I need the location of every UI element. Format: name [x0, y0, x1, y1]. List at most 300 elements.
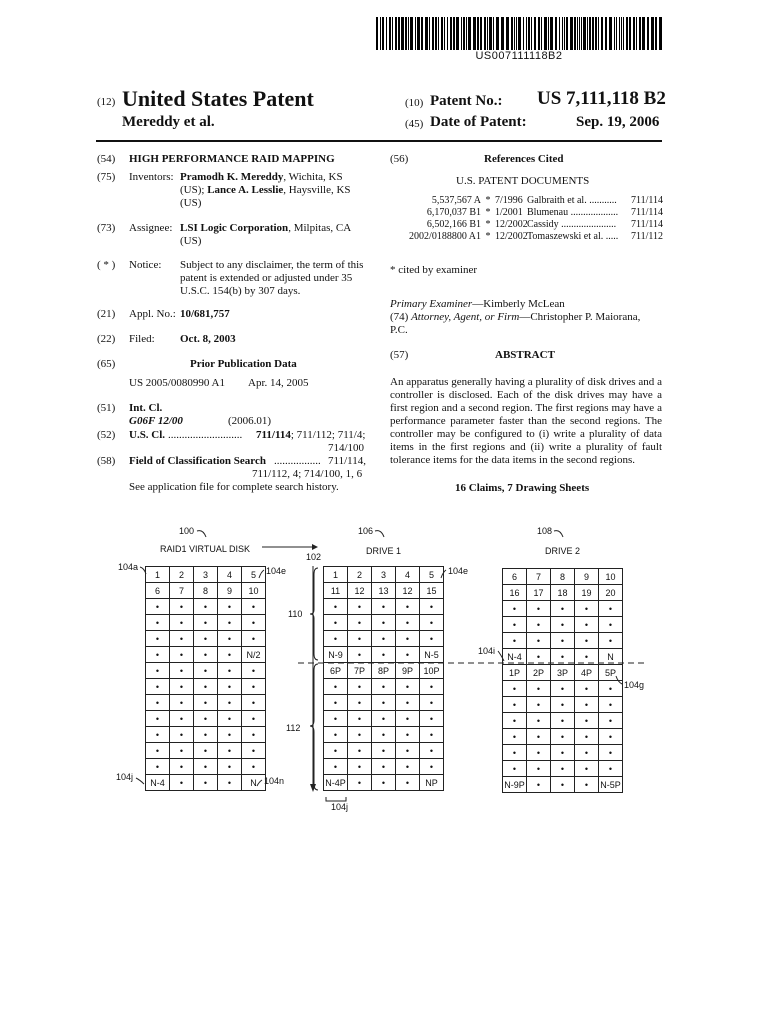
drive2-cell: • — [503, 697, 527, 713]
drive1-cell: • — [396, 615, 420, 631]
virtual-disk-cell: • — [218, 759, 242, 775]
virtual-disk-cell: • — [218, 727, 242, 743]
code-74: (74) — [390, 311, 409, 323]
prior-publication-title: Prior Publication Data — [190, 358, 297, 370]
virtual-disk-cell: • — [170, 647, 194, 663]
drive2-cell: • — [599, 697, 623, 713]
ref-106-hook — [375, 531, 384, 537]
ref-star: * — [485, 195, 491, 206]
drive1-cell: • — [372, 615, 396, 631]
drive1-cell: • — [372, 647, 396, 663]
ref-number: 6,502,166 B1 — [426, 219, 481, 230]
drive1-cell: • — [420, 599, 444, 615]
virtual-disk-cell: • — [194, 647, 218, 663]
drive2-cell: 17 — [527, 585, 551, 601]
abstract-title: ABSTRACT — [495, 349, 555, 361]
us-cl-values-2: 714/100 — [328, 442, 365, 454]
notice-line-3: U.S.C. 154(b) by 307 days. — [180, 285, 301, 297]
virtual-disk-cell: 8 — [194, 583, 218, 599]
ref-class: 711/114 — [631, 219, 664, 230]
ref-class: 711/112 — [631, 231, 664, 242]
drive1-label: DRIVE 1 — [366, 546, 402, 556]
ref-104i: 104i — [478, 646, 496, 656]
drive2-cell: 20 — [599, 585, 623, 601]
drive2-cell: • — [575, 761, 599, 777]
drive2-cell: • — [575, 649, 599, 665]
drive1-cell: • — [348, 695, 372, 711]
drive2-cell: • — [575, 697, 599, 713]
virtual-disk-cell: • — [170, 599, 194, 615]
assignee-country: (US) — [180, 235, 202, 247]
drive2-cell: • — [551, 713, 575, 729]
notice-label: Notice: — [129, 259, 162, 271]
virtual-disk-cell: • — [194, 743, 218, 759]
drive2-cell: 19 — [575, 585, 599, 601]
drive2-cell: N-5P — [599, 777, 623, 793]
drive2-cell: • — [575, 617, 599, 633]
code-57: (57) — [390, 349, 409, 361]
drive1-cell: • — [396, 679, 420, 695]
drive1-cell: • — [396, 711, 420, 727]
ref-104n: 104n — [264, 776, 285, 786]
drive1-cell: • — [396, 743, 420, 759]
virtual-disk-cell: • — [170, 695, 194, 711]
drive1-cell: 15 — [420, 583, 444, 599]
drive2-cell: 8 — [551, 569, 575, 585]
prior-publication-date: Apr. 14, 2005 — [248, 377, 309, 389]
drive1-cell: N-4P — [324, 775, 348, 791]
virtual-disk-cell: • — [146, 727, 170, 743]
drive1-cell: N-9 — [324, 647, 348, 663]
drive1-cell: • — [420, 759, 444, 775]
drive1-cell: • — [372, 759, 396, 775]
cited-by-examiner: * cited by examiner — [390, 264, 478, 276]
drive2-cell: • — [551, 681, 575, 697]
virtual-disk-cell: • — [146, 599, 170, 615]
drive2-cell: • — [599, 713, 623, 729]
field-search-label: Field of Classification Search — [129, 455, 266, 467]
ref-104j-left-hook — [136, 778, 144, 784]
drive2-cell: • — [503, 633, 527, 649]
virtual-disk-cell: 4 — [218, 567, 242, 583]
drive1-cell: • — [372, 599, 396, 615]
virtual-disk-cell: • — [194, 679, 218, 695]
brace-110 — [310, 568, 318, 660]
ref-112: 112 — [286, 723, 301, 733]
drive2-cell: • — [527, 777, 551, 793]
drive2-cell: 16 — [503, 585, 527, 601]
code-45: (45) — [405, 118, 424, 130]
drive2-cell: • — [527, 649, 551, 665]
drive2-cell: • — [551, 761, 575, 777]
ref-number: 6,170,037 B1 — [426, 207, 481, 218]
virtual-disk-cell: • — [218, 599, 242, 615]
drive2-cell: 5P — [599, 665, 623, 681]
code-56: (56) — [390, 153, 409, 165]
int-cl-code: G06F 12/00 — [129, 415, 183, 427]
drive2-cell: • — [575, 713, 599, 729]
drive2-cell: • — [527, 745, 551, 761]
ref-star: * — [485, 207, 491, 218]
drive2-cell: • — [503, 601, 527, 617]
field-search-1: 711/114, — [328, 455, 366, 467]
virtual-disk-cell: 6 — [146, 583, 170, 599]
drive2-cell: 2P — [527, 665, 551, 681]
drive2-cell: • — [503, 617, 527, 633]
drive1-cell: • — [420, 743, 444, 759]
drive1-cell: 8P — [372, 663, 396, 679]
drive1-cell: N-5 — [420, 647, 444, 663]
drive2-cell: • — [503, 681, 527, 697]
drive1-cell: 12 — [396, 583, 420, 599]
drive1-cell: • — [348, 711, 372, 727]
drive1-cell: 2 — [348, 567, 372, 583]
drive2-cell: • — [575, 681, 599, 697]
field-search-history: See application file for complete search history. — [129, 481, 339, 493]
virtual-disk-cell: • — [218, 647, 242, 663]
inventor-1-location: , Wichita, KS — [283, 171, 343, 183]
code-21: (21) — [97, 308, 116, 320]
drive2-cell: 18 — [551, 585, 575, 601]
document-title: United States Patent — [122, 86, 314, 111]
virtual-disk-cell: • — [146, 679, 170, 695]
claims-drawings: 16 Claims, 7 Drawing Sheets — [455, 482, 590, 494]
drive2-cell: • — [527, 713, 551, 729]
virtual-disk-cell: • — [242, 631, 266, 647]
virtual-disk-cell: • — [242, 743, 266, 759]
virtual-disk-cell: • — [170, 663, 194, 679]
drive2-cell: 7 — [527, 569, 551, 585]
virtual-disk-cell: • — [170, 759, 194, 775]
patent-date: Sep. 19, 2006 — [576, 114, 660, 130]
drive1-cell: 10P — [420, 663, 444, 679]
drive2-cell: • — [551, 729, 575, 745]
virtual-disk-cell: • — [242, 727, 266, 743]
inventor-1-name: Pramodh K. Mereddy — [180, 171, 284, 183]
drive2-cell: • — [575, 729, 599, 745]
virtual-disk-cell: • — [194, 631, 218, 647]
drive2-cell: • — [575, 633, 599, 649]
drive1-cell: 11 — [324, 583, 348, 599]
virtual-disk-cell: • — [218, 615, 242, 631]
drive2-cell: • — [599, 633, 623, 649]
virtual-disk-cell: • — [146, 759, 170, 775]
us-cl-secondary: ; 711/112; 711/4; — [290, 429, 366, 441]
inventor-1-country: (US); — [180, 184, 208, 196]
drive1-cell: • — [372, 695, 396, 711]
references-title: References Cited — [484, 153, 564, 165]
virtual-disk-cell: • — [170, 679, 194, 695]
code-notice: ( * ) — [97, 259, 116, 271]
drive2-cell: • — [503, 745, 527, 761]
virtual-disk-cell: • — [170, 727, 194, 743]
virtual-disk-cell: 3 — [194, 567, 218, 583]
drive1-cell: • — [420, 615, 444, 631]
drive1-cell: • — [348, 679, 372, 695]
appl-no: 10/681,757 — [180, 308, 230, 320]
ref-name: Blumenau ................... — [527, 207, 619, 218]
virtual-disk-cell: • — [242, 711, 266, 727]
drive2-cell: 1P — [503, 665, 527, 681]
drive1-cell: • — [372, 727, 396, 743]
drive2-cell: • — [599, 601, 623, 617]
virtual-disk-cell: 2 — [170, 567, 194, 583]
drive2-cell: • — [527, 617, 551, 633]
drive1-cell: • — [420, 727, 444, 743]
virtual-disk-cell: • — [170, 631, 194, 647]
virtual-disk-cell: • — [242, 759, 266, 775]
drive1-cell: • — [324, 679, 348, 695]
inventor-2-name: Lance A. Lesslie — [207, 184, 284, 196]
ref-date: 1/2001 — [495, 207, 523, 218]
inventor-2-country: (US) — [180, 197, 202, 209]
drive2-cell: • — [551, 777, 575, 793]
virtual-disk-cell: 7 — [170, 583, 194, 599]
invention-title: HIGH PERFORMANCE RAID MAPPING — [129, 153, 335, 165]
virtual-disk-cell: • — [146, 663, 170, 679]
code-10: (10) — [405, 97, 424, 109]
virtual-disk-cell: 10 — [242, 583, 266, 599]
ref-date: 7/1996 — [495, 195, 523, 206]
brace-112 — [310, 664, 318, 790]
drive2-cell: • — [599, 617, 623, 633]
drive2-cell: • — [599, 745, 623, 761]
drive1-cell: NP — [420, 775, 444, 791]
us-cl-primary: 711/114 — [256, 429, 291, 441]
virtual-disk-cell: • — [170, 615, 194, 631]
ref-104e-right-hook — [441, 570, 446, 578]
inventors-label: Inventors: — [129, 171, 174, 183]
notice-line-1: Subject to any disclaimer, the term of this — [180, 259, 364, 271]
ref-star: * — [485, 231, 491, 242]
drive2-cell: • — [503, 729, 527, 745]
drive2-label: DRIVE 2 — [545, 546, 581, 556]
drive1-cell: • — [348, 615, 372, 631]
drive2-cell: • — [527, 761, 551, 777]
drive1-cell: • — [396, 759, 420, 775]
drive1-cell: • — [396, 775, 420, 791]
virtual-disk-cell: N-4 — [146, 775, 170, 791]
assignee-name: LSI Logic Corporation — [180, 222, 289, 234]
drive2-cell: • — [575, 745, 599, 761]
appl-no-label: Appl. No.: — [129, 308, 176, 320]
ref-104n-hook — [257, 780, 262, 786]
drive1-cell: • — [324, 759, 348, 775]
ref-number: 5,537,567 A — [431, 195, 481, 206]
primary-examiner-name: —Kimberly McLean — [472, 298, 565, 310]
code-75: (75) — [97, 171, 116, 183]
notice-line-2: patent is extended or adjusted under 35 — [180, 272, 353, 284]
drive1-cell: • — [396, 599, 420, 615]
inventors-short: Mereddy et al. — [122, 114, 215, 130]
virtual-disk-cell: • — [242, 695, 266, 711]
date-label: Date of Patent: — [430, 114, 527, 130]
code-12: (12) — [97, 96, 116, 108]
virtual-disk-cell: • — [146, 711, 170, 727]
drive1-cell: • — [324, 711, 348, 727]
drive1-cell: • — [396, 695, 420, 711]
patent-number: US 7,111,118 B2 — [537, 88, 666, 109]
ref-104g-hook — [616, 676, 622, 684]
patent-no-label: Patent No.: — [430, 93, 503, 109]
drive1-cell: • — [348, 743, 372, 759]
ref-name: Tomaszewski et al. ..... — [527, 231, 619, 242]
field-search-dots: ................. — [274, 455, 321, 467]
filed-label: Filed: — [129, 333, 155, 345]
drive2-cell: N-9P — [503, 777, 527, 793]
drive2-cell: • — [551, 601, 575, 617]
assignee-label: Assignee: — [129, 222, 173, 234]
drive1-cell: 7P — [348, 663, 372, 679]
drive2-cell: • — [527, 729, 551, 745]
drive2-cell: • — [527, 633, 551, 649]
drive1-cell: • — [348, 727, 372, 743]
ref-104a-hook — [140, 567, 146, 574]
drive2-cell: 9 — [575, 569, 599, 585]
virtual-disk-cell: • — [146, 631, 170, 647]
us-patent-documents: U.S. PATENT DOCUMENTS — [456, 175, 590, 187]
drive1-cell: • — [420, 631, 444, 647]
drive2-cell: • — [503, 713, 527, 729]
code-52: (52) — [97, 429, 116, 441]
ref-108: 108 — [537, 526, 553, 536]
ref-110: 110 — [288, 609, 303, 619]
drive2-cell: • — [551, 617, 575, 633]
drive1-cell: • — [372, 711, 396, 727]
assignee-location: , Milpitas, CA — [288, 222, 352, 234]
abstract-text: An apparatus generally having a plurality of disk drives and a controller is disclosed. Each of the disk drives may have a first region and a second region. The first regions may have a performance parameter faster than the second regions. The controller may be configured to (i) write a plurality of data items in the first regions and (ii) write a plurality of fault tolerance items for the data items in the second regions. — [390, 376, 662, 466]
filed-date: Oct. 8, 2003 — [180, 333, 236, 345]
ref-104e-left: 104e — [266, 566, 287, 576]
drive2-cell: • — [575, 601, 599, 617]
drive1-cell: • — [324, 743, 348, 759]
drive2-cell: N — [599, 649, 623, 665]
virtual-disk-cell: • — [218, 743, 242, 759]
virtual-disk-cell: • — [242, 615, 266, 631]
ref-102: 102 — [306, 552, 322, 562]
ref-104i-hook — [498, 651, 504, 661]
drive2-cell: 6 — [503, 569, 527, 585]
ref-100-hook — [197, 531, 206, 537]
drive2-cell: 10 — [599, 569, 623, 585]
virtual-disk-cell: • — [146, 695, 170, 711]
attorney-label: Attorney, Agent, or Firm — [411, 311, 520, 323]
drive1-cell: 3 — [372, 567, 396, 583]
drive1-cell: 6P — [324, 663, 348, 679]
code-58: (58) — [97, 455, 116, 467]
drive1-cell: • — [372, 775, 396, 791]
drive1-cell: • — [372, 631, 396, 647]
drive2-cell: • — [599, 761, 623, 777]
drive1-cell: 5 — [420, 567, 444, 583]
attorney-name: —Christopher P. Maiorana, — [519, 311, 641, 323]
drive1-cell: • — [348, 631, 372, 647]
ref-date: 12/2002 — [495, 219, 528, 230]
int-cl-year: (2006.01) — [228, 415, 272, 427]
virtual-disk-cell: • — [194, 759, 218, 775]
primary-examiner-label: Primary Examiner — [390, 298, 473, 310]
drive1-cell: • — [324, 599, 348, 615]
us-cl-label: U.S. Cl. — [129, 429, 166, 441]
virtual-disk-cell: • — [170, 775, 194, 791]
ref-104a: 104a — [118, 562, 139, 572]
drive1-cell: • — [348, 759, 372, 775]
virtual-disk-cell: • — [194, 663, 218, 679]
ref-108-hook — [554, 531, 563, 537]
drive1-cell: • — [396, 647, 420, 663]
drive1-cell: 1 — [324, 567, 348, 583]
drive1-cell: 4 — [396, 567, 420, 583]
virtual-disk-cell: • — [194, 695, 218, 711]
drive2-cell: • — [527, 697, 551, 713]
ref-104e-right: 104e — [448, 566, 469, 576]
drive2-cell: N-4 — [503, 649, 527, 665]
virtual-disk-cell: • — [194, 775, 218, 791]
virtual-disk-cell: • — [194, 615, 218, 631]
drive1-cell: 13 — [372, 583, 396, 599]
virtual-disk-cell: N/2 — [242, 647, 266, 663]
virtual-disk-cell: • — [218, 679, 242, 695]
virtual-disk-cell: • — [170, 743, 194, 759]
virtual-disk-cell: • — [146, 647, 170, 663]
int-cl-label: Int. Cl. — [129, 402, 163, 414]
ref-name: Galbraith et al. ........... — [527, 195, 617, 206]
drive1-cell: 9P — [396, 663, 420, 679]
drive1-cell: • — [420, 695, 444, 711]
drive2-cell: • — [551, 633, 575, 649]
virtual-disk-cell: • — [218, 711, 242, 727]
virtual-disk-cell: 1 — [146, 567, 170, 583]
ref-100: 100 — [179, 526, 195, 536]
drive1-cell: • — [372, 743, 396, 759]
ref-104g: 104g — [624, 680, 645, 690]
drive1-cell: • — [348, 647, 372, 663]
drive2-cell: 3P — [551, 665, 575, 681]
drive2-cell: • — [551, 697, 575, 713]
ref-104e-left-hook — [259, 570, 264, 578]
ref-104j-bottom: 104j — [331, 802, 349, 812]
drive2-cell: • — [527, 681, 551, 697]
code-54: (54) — [97, 153, 116, 165]
ref-date: 12/2002 — [495, 231, 528, 242]
drive2-cell: • — [575, 777, 599, 793]
ref-name: Cassidy ...................... — [527, 219, 617, 230]
virtual-disk-cell: N — [242, 775, 266, 791]
virtual-disk-cell: • — [218, 775, 242, 791]
attorney-suffix: P.C. — [390, 324, 408, 336]
drive2-cell: • — [527, 601, 551, 617]
drive1-cell: • — [396, 727, 420, 743]
virtual-disk-cell: • — [194, 727, 218, 743]
ref-star: * — [485, 219, 491, 230]
virtual-disk-cell: • — [218, 631, 242, 647]
virtual-disk-cell: • — [194, 599, 218, 615]
virtual-disk-cell: • — [242, 663, 266, 679]
ref-104j-bottom-bracket — [326, 797, 346, 801]
virtual-disk-cell: • — [242, 599, 266, 615]
drive2-cell: • — [599, 681, 623, 697]
drive2-cell: • — [551, 745, 575, 761]
drive1-cell: • — [348, 599, 372, 615]
ref-104j-left: 104j — [116, 772, 134, 782]
drive2-cell: • — [503, 761, 527, 777]
code-22: (22) — [97, 333, 116, 345]
ref-number: 2002/0188800 A1 — [409, 231, 481, 242]
ref-class: 711/114 — [631, 195, 664, 206]
virtual-disk-cell: • — [170, 711, 194, 727]
drive1-cell: • — [420, 711, 444, 727]
drive1-cell: • — [324, 727, 348, 743]
